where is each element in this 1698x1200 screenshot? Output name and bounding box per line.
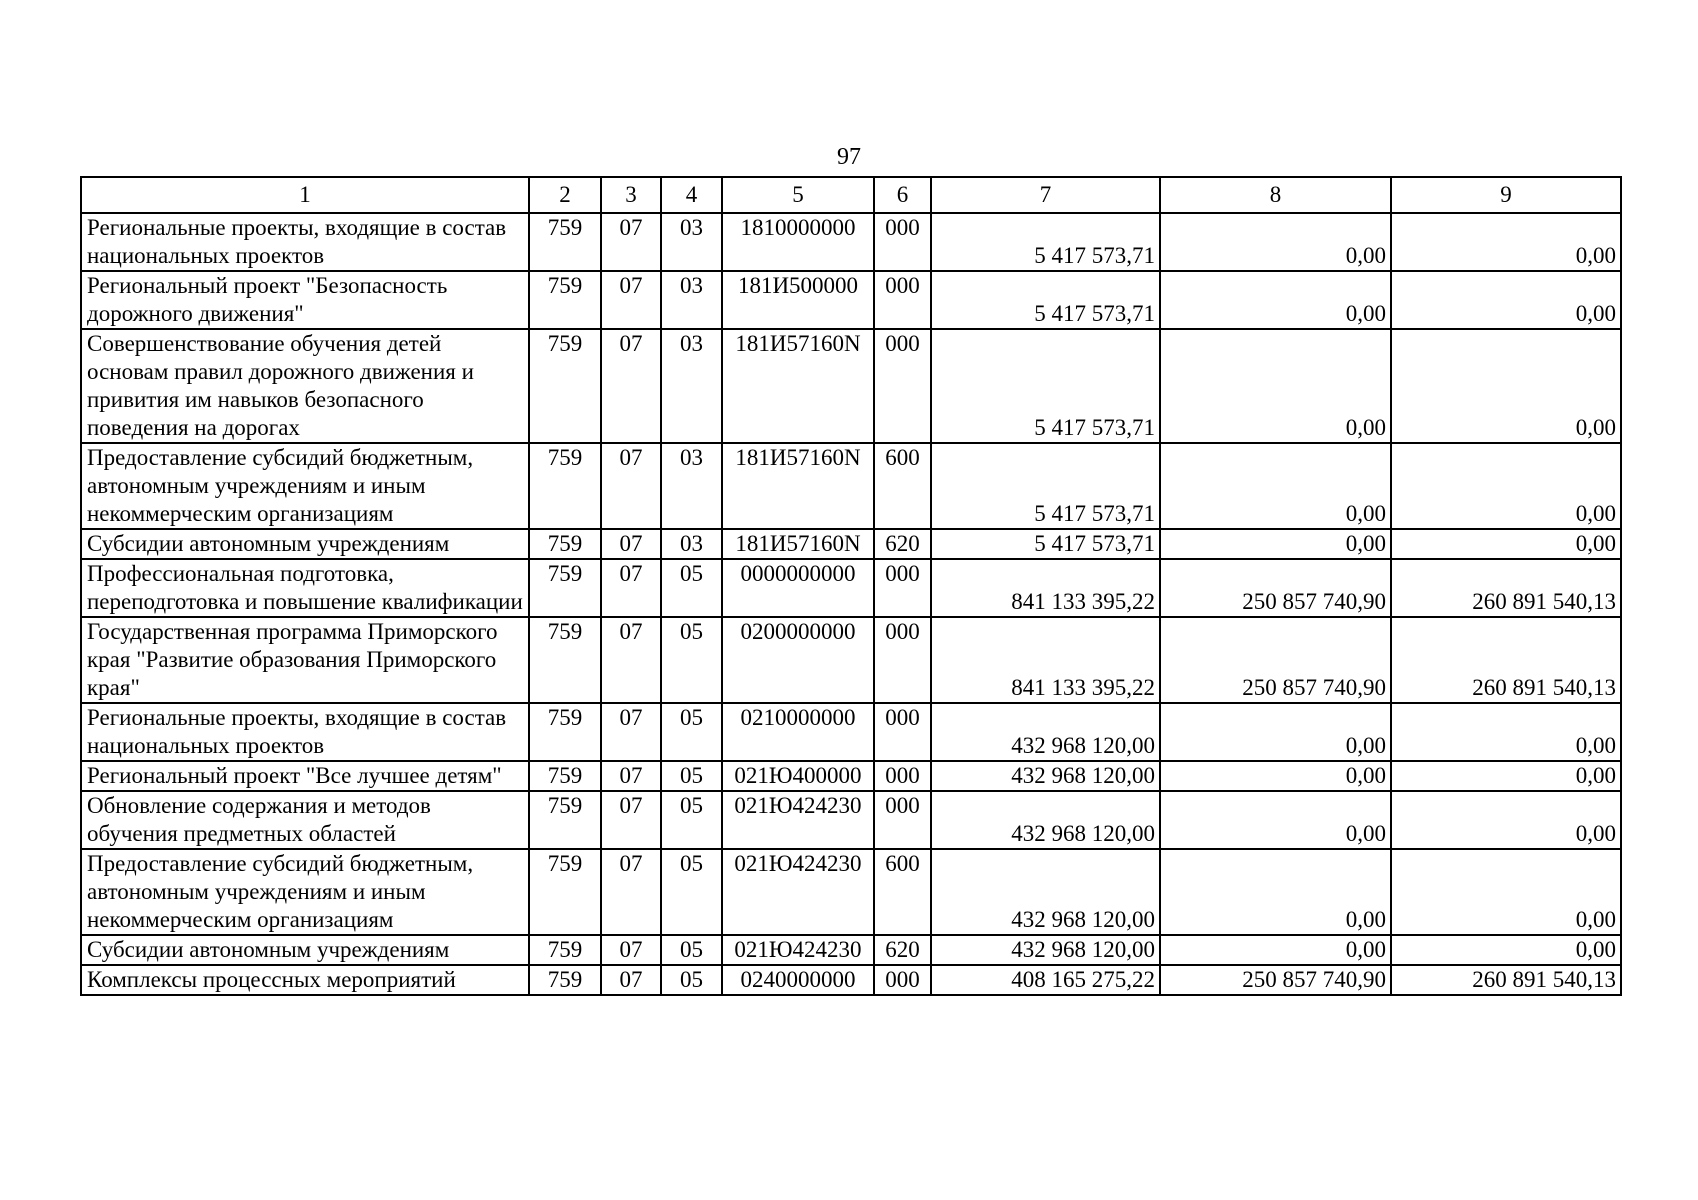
ministry-code-cell: 759 xyxy=(529,935,601,965)
amount-cell-col8: 0,00 xyxy=(1160,791,1391,849)
amount-cell-col8: 0,00 xyxy=(1160,271,1391,329)
amount-cell-col7: 5 417 573,71 xyxy=(931,443,1160,529)
amount-cell-col9: 260 891 540,13 xyxy=(1391,559,1621,617)
amount-cell-col9: 0,00 xyxy=(1391,213,1621,271)
subsection-code-cell: 03 xyxy=(661,213,722,271)
target-article-cell: 0200000000 xyxy=(722,617,874,703)
amount-cell-col9: 0,00 xyxy=(1391,271,1621,329)
amount-cell-col9: 0,00 xyxy=(1391,703,1621,761)
table-row xyxy=(81,559,1621,617)
column-header: 9 xyxy=(1391,177,1621,213)
target-article-cell: 021Ю424230 xyxy=(722,849,874,935)
section-code-cell: 07 xyxy=(601,935,661,965)
target-article-cell: 181И57160N xyxy=(722,329,874,443)
amount-cell-col8: 0,00 xyxy=(1160,329,1391,443)
column-header: 3 xyxy=(601,177,661,213)
amount-cell-col7: 5 417 573,71 xyxy=(931,213,1160,271)
amount-cell-col8: 0,00 xyxy=(1160,935,1391,965)
column-header: 2 xyxy=(529,177,601,213)
subsection-code-cell: 05 xyxy=(661,761,722,791)
amount-cell-col7: 841 133 395,22 xyxy=(931,617,1160,703)
target-article-cell: 0000000000 xyxy=(722,559,874,617)
table-row xyxy=(81,935,1621,965)
subsection-code-cell: 05 xyxy=(661,849,722,935)
table-header-row xyxy=(81,177,1621,213)
subsection-code-cell: 05 xyxy=(661,559,722,617)
item-name-cell: Субсидии автономным учреждениям xyxy=(81,935,529,965)
amount-cell-col8: 250 857 740,90 xyxy=(1160,617,1391,703)
expense-type-cell: 600 xyxy=(874,443,931,529)
expense-type-cell: 000 xyxy=(874,791,931,849)
expense-type-cell: 000 xyxy=(874,559,931,617)
expense-type-cell: 000 xyxy=(874,617,931,703)
item-name-cell: Профессиональная подготовка, переподготовка и повышение квалификации xyxy=(81,559,529,617)
subsection-code-cell: 03 xyxy=(661,329,722,443)
ministry-code-cell: 759 xyxy=(529,529,601,559)
table-row xyxy=(81,617,1621,703)
page-number: 97 xyxy=(837,144,861,170)
subsection-code-cell: 05 xyxy=(661,935,722,965)
ministry-code-cell: 759 xyxy=(529,443,601,529)
target-article-cell: 181И57160N xyxy=(722,443,874,529)
column-header: 1 xyxy=(81,177,529,213)
column-header: 6 xyxy=(874,177,931,213)
item-name-cell: Региональный проект "Безопасность дорожного движения" xyxy=(81,271,529,329)
subsection-code-cell: 05 xyxy=(661,703,722,761)
table-row xyxy=(81,965,1621,995)
amount-cell-col7: 841 133 395,22 xyxy=(931,559,1160,617)
item-name-cell: Совершенствование обучения детей основам правил дорожного движения и привития им навыков безопасного поведения на дорогах xyxy=(81,329,529,443)
item-name-cell: Обновление содержания и методов обучения предметных областей xyxy=(81,791,529,849)
column-header: 7 xyxy=(931,177,1160,213)
item-name-cell: Региональные проекты, входящие в состав национальных проектов xyxy=(81,703,529,761)
amount-cell-col8: 0,00 xyxy=(1160,213,1391,271)
target-article-cell: 1810000000 xyxy=(722,213,874,271)
ministry-code-cell: 759 xyxy=(529,761,601,791)
table-row xyxy=(81,529,1621,559)
ministry-code-cell: 759 xyxy=(529,791,601,849)
amount-cell-col9: 0,00 xyxy=(1391,443,1621,529)
ministry-code-cell: 759 xyxy=(529,965,601,995)
expense-type-cell: 000 xyxy=(874,213,931,271)
table-row xyxy=(81,329,1621,443)
amount-cell-col8: 250 857 740,90 xyxy=(1160,559,1391,617)
subsection-code-cell: 03 xyxy=(661,443,722,529)
table-row xyxy=(81,703,1621,761)
amount-cell-col8: 0,00 xyxy=(1160,761,1391,791)
section-code-cell: 07 xyxy=(601,703,661,761)
item-name-cell: Государственная программа Приморского края "Развитие образования Приморского края" xyxy=(81,617,529,703)
item-name-cell: Предоставление субсидий бюджетным, автономным учреждениям и иным некоммерческим организациям xyxy=(81,443,529,529)
ministry-code-cell: 759 xyxy=(529,271,601,329)
section-code-cell: 07 xyxy=(601,271,661,329)
section-code-cell: 07 xyxy=(601,443,661,529)
ministry-code-cell: 759 xyxy=(529,559,601,617)
table-row xyxy=(81,213,1621,271)
amount-cell-col7: 5 417 573,71 xyxy=(931,529,1160,559)
item-name-cell: Региональный проект "Все лучшее детям" xyxy=(81,761,529,791)
ministry-code-cell: 759 xyxy=(529,213,601,271)
expense-type-cell: 620 xyxy=(874,529,931,559)
table-row xyxy=(81,271,1621,329)
column-header: 5 xyxy=(722,177,874,213)
subsection-code-cell: 03 xyxy=(661,271,722,329)
subsection-code-cell: 05 xyxy=(661,965,722,995)
amount-cell-col7: 5 417 573,71 xyxy=(931,271,1160,329)
amount-cell-col7: 432 968 120,00 xyxy=(931,849,1160,935)
section-code-cell: 07 xyxy=(601,617,661,703)
expense-type-cell: 600 xyxy=(874,849,931,935)
expense-type-cell: 000 xyxy=(874,271,931,329)
amount-cell-col9: 0,00 xyxy=(1391,935,1621,965)
target-article-cell: 021Ю424230 xyxy=(722,935,874,965)
expense-type-cell: 000 xyxy=(874,703,931,761)
expense-type-cell: 000 xyxy=(874,761,931,791)
ministry-code-cell: 759 xyxy=(529,617,601,703)
target-article-cell: 0210000000 xyxy=(722,703,874,761)
amount-cell-col9: 0,00 xyxy=(1391,791,1621,849)
amount-cell-col8: 0,00 xyxy=(1160,443,1391,529)
ministry-code-cell: 759 xyxy=(529,703,601,761)
item-name-cell: Субсидии автономным учреждениям xyxy=(81,529,529,559)
column-header: 4 xyxy=(661,177,722,213)
amount-cell-col9: 260 891 540,13 xyxy=(1391,965,1621,995)
amount-cell-col9: 0,00 xyxy=(1391,761,1621,791)
subsection-code-cell: 03 xyxy=(661,529,722,559)
table-row xyxy=(81,791,1621,849)
table-row xyxy=(81,849,1621,935)
ministry-code-cell: 759 xyxy=(529,329,601,443)
item-name-cell: Комплексы процессных мероприятий xyxy=(81,965,529,995)
expense-type-cell: 000 xyxy=(874,965,931,995)
amount-cell-col9: 0,00 xyxy=(1391,329,1621,443)
target-article-cell: 181И57160N xyxy=(722,529,874,559)
item-name-cell: Региональные проекты, входящие в состав национальных проектов xyxy=(81,213,529,271)
amount-cell-col7: 408 165 275,22 xyxy=(931,965,1160,995)
target-article-cell: 0240000000 xyxy=(722,965,874,995)
subsection-code-cell: 05 xyxy=(661,791,722,849)
section-code-cell: 07 xyxy=(601,213,661,271)
section-code-cell: 07 xyxy=(601,529,661,559)
ministry-code-cell: 759 xyxy=(529,849,601,935)
amount-cell-col8: 0,00 xyxy=(1160,849,1391,935)
section-code-cell: 07 xyxy=(601,761,661,791)
amount-cell-col9: 260 891 540,13 xyxy=(1391,617,1621,703)
amount-cell-col7: 432 968 120,00 xyxy=(931,703,1160,761)
expense-type-cell: 620 xyxy=(874,935,931,965)
table-row xyxy=(81,443,1621,529)
amount-cell-col7: 5 417 573,71 xyxy=(931,329,1160,443)
section-code-cell: 07 xyxy=(601,559,661,617)
amount-cell-col7: 432 968 120,00 xyxy=(931,761,1160,791)
item-name-cell: Предоставление субсидий бюджетным, автономным учреждениям и иным некоммерческим организациям xyxy=(81,849,529,935)
section-code-cell: 07 xyxy=(601,329,661,443)
amount-cell-col9: 0,00 xyxy=(1391,849,1621,935)
expense-type-cell: 000 xyxy=(874,329,931,443)
table-row xyxy=(81,761,1621,791)
amount-cell-col8: 250 857 740,90 xyxy=(1160,965,1391,995)
column-header: 8 xyxy=(1160,177,1391,213)
target-article-cell: 181И500000 xyxy=(722,271,874,329)
amount-cell-col7: 432 968 120,00 xyxy=(931,935,1160,965)
subsection-code-cell: 05 xyxy=(661,617,722,703)
section-code-cell: 07 xyxy=(601,849,661,935)
target-article-cell: 021Ю424230 xyxy=(722,791,874,849)
section-code-cell: 07 xyxy=(601,791,661,849)
target-article-cell: 021Ю400000 xyxy=(722,761,874,791)
amount-cell-col8: 0,00 xyxy=(1160,703,1391,761)
amount-cell-col9: 0,00 xyxy=(1391,529,1621,559)
budget-table xyxy=(80,176,1622,996)
amount-cell-col7: 432 968 120,00 xyxy=(931,791,1160,849)
amount-cell-col8: 0,00 xyxy=(1160,529,1391,559)
section-code-cell: 07 xyxy=(601,965,661,995)
